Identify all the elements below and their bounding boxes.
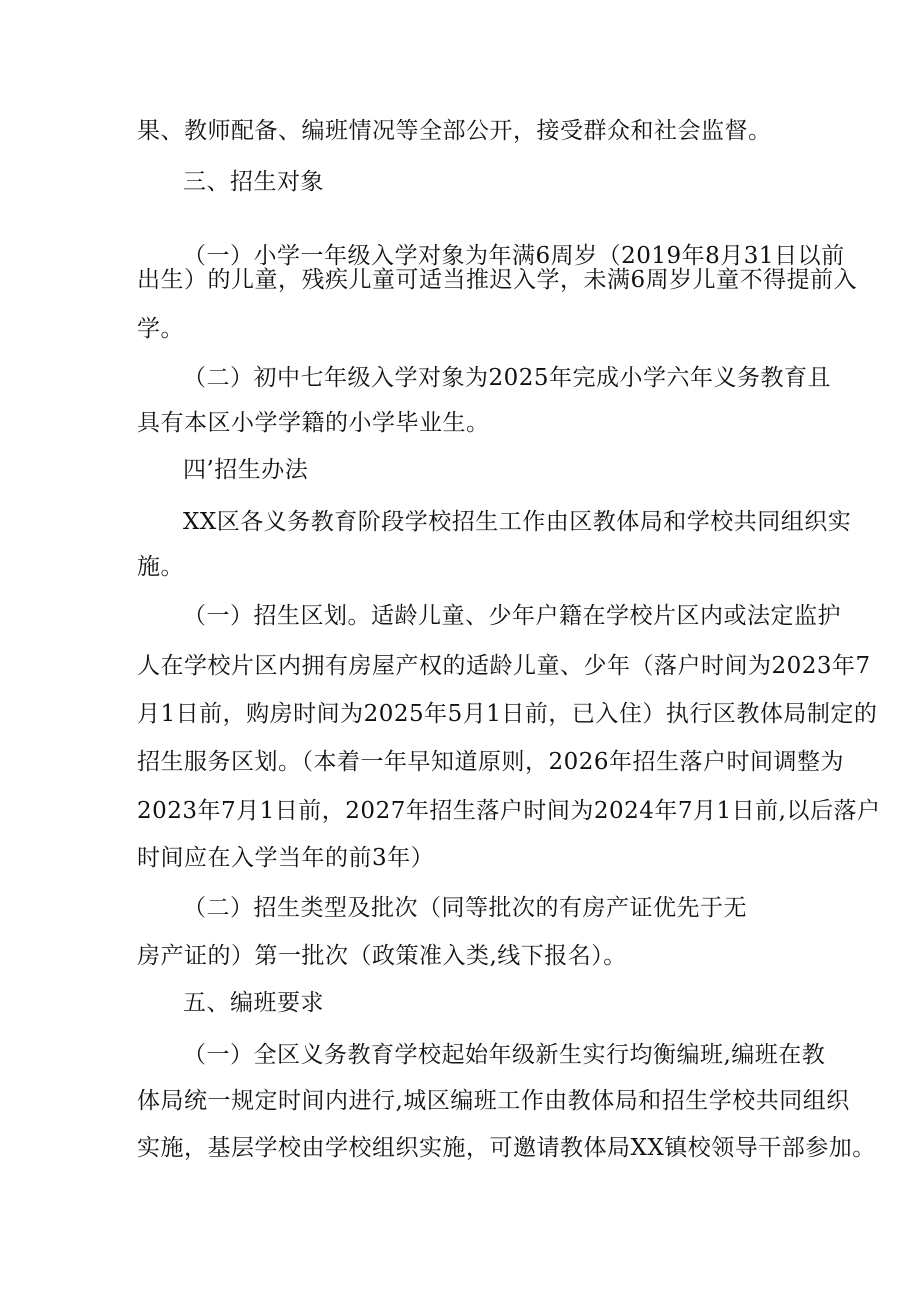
paragraph-line: （二）招生类型及批次（同等批次的有房产证优先于无 bbox=[183, 895, 747, 921]
section-heading: 五、编班要求 bbox=[183, 990, 324, 1016]
paragraph-line: 房产证的）第一批次（政策准入类,线下报名）。 bbox=[137, 943, 627, 969]
paragraph-line: （一）招生区划。适龄儿童、少年户籍在学校片区内或法定监护 bbox=[183, 603, 841, 629]
paragraph-line: 月1日前，购房时间为2025年5月1日前，已入住）执行区教体局制定的 bbox=[137, 701, 878, 727]
paragraph-line: 实施，基层学校由学校组织实施，可邀请教体局XX镇校领导干部参加。 bbox=[137, 1135, 876, 1161]
section-heading: 三、招生对象 bbox=[183, 169, 324, 195]
paragraph-line: （一）小学一年级入学对象为年满6周岁（2019年8月31日以前 bbox=[183, 243, 845, 269]
paragraph-line: 出生）的儿童，残疾儿童可适当推迟入学，未满6周岁儿童不得提前入 bbox=[137, 267, 858, 293]
paragraph-line: （一）全区义务教育学校起始年级新生实行均衡编班,编班在教 bbox=[183, 1042, 826, 1068]
paragraph-line: 具有本区小学学籍的小学毕业生。 bbox=[137, 410, 490, 436]
paragraph-line: 2023年7月1日前，2027年招生落户时间为2024年7月1日前,以后落户 bbox=[137, 798, 881, 824]
paragraph-line: 体局统一规定时间内进行,城区编班工作由教体局和招生学校共同组织 bbox=[137, 1088, 850, 1114]
paragraph-line: XX区各义务教育阶段学校招生工作由区教体局和学校共同组织实 bbox=[183, 509, 852, 535]
paragraph-line: 施。 bbox=[137, 554, 184, 580]
paragraph-line: 果、教师配备、编班情况等全部公开，接受群众和社会监督。 bbox=[137, 118, 772, 144]
paragraph-line: 招生服务区划。（本着一年早知道原则，2026年招生落户时间调整为 bbox=[137, 749, 845, 775]
paragraph-line: （二）初中七年级入学对象为2025年完成小学六年义务教育且 bbox=[183, 365, 832, 391]
section-heading: 四’招生办法 bbox=[183, 457, 309, 483]
paragraph-line: 时间应在入学当年的前3年） bbox=[137, 845, 435, 871]
paragraph-line: 学。 bbox=[137, 316, 184, 342]
paragraph-line: 人在学校片区内拥有房屋产权的适龄儿童、少年（落户时间为2023年7 bbox=[137, 653, 871, 679]
